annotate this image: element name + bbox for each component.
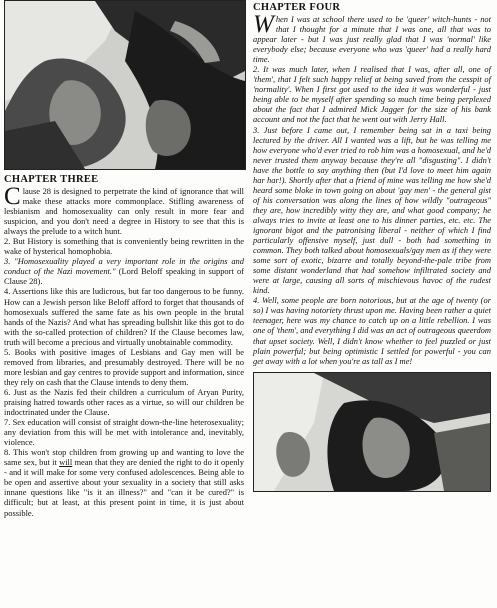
paragraph-2: 2. It was much later, when I realised that I was, after all, one of 'them', that I felt such happy relief at being saved from the cesspit of 'normality'. When I first got used to the idea it was wonderful - just being able to be myself after spending so much time being perplexed about the fact that I admired Mick Jagger for the size of his bank account and not the fact that he went out with Jerry Hall. bbox=[253, 64, 491, 125]
paragraph-1 bbox=[4, 183, 244, 237]
left-column bbox=[4, 0, 244, 518]
drop-cap: C bbox=[4, 183, 21, 210]
left-photo-graphic bbox=[5, 1, 245, 169]
right-column bbox=[253, 0, 491, 492]
chapter-three-title: CHAPTER THREE bbox=[4, 174, 99, 185]
paragraph-2: 2. But History is something that is conveniently being rewritten in the wake of hysterical homophobia. bbox=[4, 236, 244, 257]
chapter-three-text bbox=[4, 183, 244, 518]
paragraph-8 bbox=[4, 447, 244, 517]
chapter-four-title: CHAPTER FOUR bbox=[253, 2, 341, 13]
right-photo-graphic bbox=[254, 373, 490, 491]
paragraph-3-attribution: (Lord Beloff speaking in support of Clause 28). bbox=[4, 266, 244, 287]
paragraph-1-text: hen I was at school there used to be 'queer' witch-hunts - not that I thought for a minute that I was one, all that was to appear later - but I was just really glad that I was 'normal' like everybody else; because everyone who was 'queer' had a really hard time. bbox=[253, 14, 491, 65]
paragraph-8-start: 8. This won't stop children from growing up and wanting to love the same sex, but it bbox=[4, 447, 244, 468]
chapter-four-text bbox=[253, 11, 491, 366]
paragraph-3 bbox=[4, 256, 244, 286]
left-photo bbox=[4, 0, 246, 170]
paragraph-3: 3. Just before I came out, I remember being sat in a taxi being lectured by the driver. All I wanted was a lift, but he was telling me how everyone who'd ever tried to rob him was a homosexual, and he'd never trusted them anyway because they're all "disgusting". I didn't have the bottle to say anything then (but I'd love to meet him again har har!). Shortly after that a friend of mine was telling me how she'd heard some bloke in town going on about 'gay men' - the general gist of his conversation was along the lines of how wildly "outrageous" they are, how incredibly witty they are, and what good company; he always tries to invite at least one to his dinner parties, etc. etc. The ignorant bigot and the patronising liberal - neither of which I find particularly offensive myself, just dull - both had something in common. They both talked about homosexuals/gay men as if they were some sort of exotic, bizarre and totally beyond-the-pale tribe from some distant wonderland that had somehow infiltrated society and were at large, causing all sorts of mischievous havoc of the rudest kind. bbox=[253, 124, 491, 296]
right-photo bbox=[253, 372, 491, 492]
paragraph-5: 5. Books with positive images of Lesbians and Gay men will be removed from libraries, and presumably destroyed. There will be no more lesbian and gay centres to provide support and information, since they rely on cash that the Clause intends to deny them. bbox=[4, 346, 244, 387]
paragraph-8-underlined: will bbox=[59, 457, 73, 468]
paragraph-3-quote: 3. "Homosexuality played a very important role in the origins and conduct of the Nazi movement." bbox=[4, 256, 244, 277]
paragraph-6: 6. Just as the Nazis fed their children a curriculum of Aryan Purity, praising hatred towards other races as a virtue, so will our children be indoctrinated under the Clause. bbox=[4, 386, 244, 418]
paragraph-4: 4. Well, some people are born notorious, but at the age of twenty (or so) I was having notoriety thrust upon me. Having been rather a quiet teenager, here was my chance to catch up on a little rebellion. I was one of 'them', and everything I did was an act of outrageous queerdom that upset society. Well, I didn't know whether to feel puzzled or just plain powerful; but being optimistic I settled for powerful - you can get away with a lot when you're as tall as I me! bbox=[253, 295, 491, 366]
paragraph-7: 7. Sex education will consist of straight down-the-line heterosexuality; any deviation from this will be met with intolerance and, inevitably, violence. bbox=[4, 417, 244, 448]
drop-cap: W bbox=[253, 11, 274, 38]
paragraph-1 bbox=[253, 11, 491, 65]
paragraph-8-end: mean that they are denied the right to do it openly - and it will make for some very confused adolescences. Being able to be open and assertive about your sexuality in a society that still asks innane questions like "is it an illness?" and "can it be cured?" is difficult; but at least, at this present point in time, it is just about possible. bbox=[4, 457, 244, 518]
paragraph-1-text: lause 28 is designed to perpetrate the kind of ignorance that will make these attacks more commonplace. Stifling awareness of lesbianism and homosexuality can only result in more fear and suspicion, and you don't need a degree in History to see that this is always the prelude to a witch hunt. bbox=[4, 186, 244, 237]
paragraph-4: 4. Assertions like this are ludicrous, but far too dangerous to be funny. How can a Jewish person like Beloff afford to forget that thousands of homosexuals suffered the same fate as his own people in the brutal hands of the Nazis? And what has spreading bullshit like this got to do with the so-called protection of children? If the Clause becomes law, truth will become a precious and virtually unobtainable commodity. bbox=[4, 286, 244, 347]
